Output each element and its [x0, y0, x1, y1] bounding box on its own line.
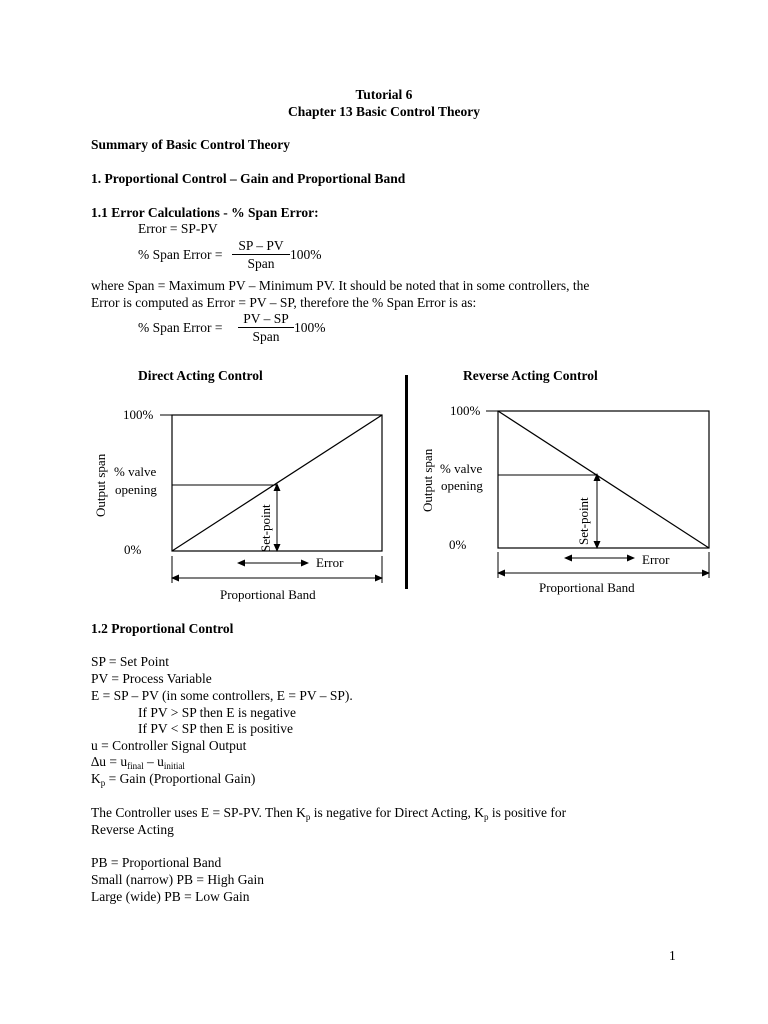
- page-number: 1: [669, 948, 676, 963]
- formula-1-numerator: SP – PV: [232, 238, 290, 255]
- kp-text: = Gain (Proportional Gain): [105, 771, 256, 786]
- formula-2-numerator: PV – SP: [238, 311, 294, 328]
- direct-100-label: 100%: [123, 407, 154, 422]
- direct-0-label: 0%: [124, 542, 142, 557]
- formula-2-suffix: 100%: [294, 320, 326, 335]
- controller-line-2: Reverse Acting: [91, 822, 174, 837]
- span-note-line-2: Error is computed as Error = PV – SP, therefore the % Span Error is as:: [91, 295, 477, 310]
- direct-band-label: Proportional Band: [220, 587, 316, 602]
- controller-line-1-a: The Controller uses E = SP-PV. Then K: [91, 805, 306, 820]
- reverse-valve-label-1: % valve: [440, 461, 483, 476]
- span-note-line-1: where Span = Maximum PV – Minimum PV. It should be noted that in some controllers, the: [91, 278, 590, 293]
- reverse-acting-diagram: [420, 403, 709, 595]
- delta-u-minus: – u: [143, 754, 164, 769]
- if-pv-greater: If PV > SP then E is negative: [138, 705, 296, 720]
- formula-1-suffix: 100%: [290, 247, 322, 262]
- sp-definition: SP = Set Point: [91, 654, 170, 669]
- tutorial-title: Tutorial 6: [355, 87, 413, 102]
- delta-u-sub-final: final: [127, 761, 144, 771]
- u-definition: u = Controller Signal Output: [91, 738, 247, 753]
- direct-acting-diagram: [93, 407, 382, 602]
- reverse-valve-label-2: opening: [441, 478, 483, 493]
- reverse-gain-line: [498, 411, 709, 548]
- error-definition: Error = SP-PV: [138, 221, 218, 236]
- reverse-0-label: 0%: [449, 537, 467, 552]
- section-1-1-heading: 1.1 Error Calculations - % Span Error:: [91, 205, 319, 220]
- kp-k: K: [91, 771, 101, 786]
- direct-valve-label-1: % valve: [114, 464, 157, 479]
- formula-2-denominator: Span: [252, 329, 280, 344]
- reverse-output-span-label: Output span: [420, 448, 435, 512]
- direct-output-span-label: Output span: [93, 453, 108, 517]
- controller-line-1-b: is negative for Direct Acting, K: [310, 805, 484, 820]
- kp-sub: p: [100, 778, 106, 788]
- direct-setpoint-label: Set-point: [258, 504, 273, 552]
- pv-definition: PV = Process Variable: [91, 671, 212, 686]
- delta-u-prefix: ∆u = u: [91, 754, 128, 769]
- chapter-title: Chapter 13 Basic Control Theory: [287, 104, 480, 119]
- formula-2-lhs: % Span Error =: [138, 320, 223, 335]
- reverse-100-label: 100%: [450, 403, 481, 418]
- section-1-heading: 1. Proportional Control – Gain and Proportional Band: [91, 171, 406, 186]
- formula-1-lhs: % Span Error =: [138, 247, 223, 262]
- pb-definition: PB = Proportional Band: [91, 855, 222, 870]
- delta-u-sub-initial: initial: [163, 761, 185, 771]
- reverse-band-label: Proportional Band: [539, 580, 635, 595]
- large-pb: Large (wide) PB = Low Gain: [91, 889, 250, 904]
- e-definition: E = SP – PV (in some controllers, E = PV – SP).: [91, 688, 353, 703]
- direct-error-label: Error: [316, 555, 344, 570]
- controller-line-1-sub2: p: [483, 812, 489, 822]
- controller-line-1-c: is positive for: [488, 805, 567, 820]
- small-pb: Small (narrow) PB = High Gain: [91, 872, 264, 887]
- reverse-acting-title: Reverse Acting Control: [463, 368, 598, 383]
- direct-acting-title: Direct Acting Control: [138, 368, 263, 383]
- reverse-error-label: Error: [642, 552, 670, 567]
- if-pv-less: If PV < SP then E is positive: [138, 721, 293, 736]
- direct-valve-label-2: opening: [115, 482, 157, 497]
- section-1-2-heading: 1.2 Proportional Control: [91, 621, 234, 636]
- reverse-setpoint-label: Set-point: [576, 497, 591, 545]
- kp-definition: [91, 771, 255, 791]
- controller-line-1-sub1: p: [305, 812, 311, 822]
- formula-1-denominator: Span: [247, 256, 275, 271]
- summary-heading: Summary of Basic Control Theory: [91, 137, 290, 152]
